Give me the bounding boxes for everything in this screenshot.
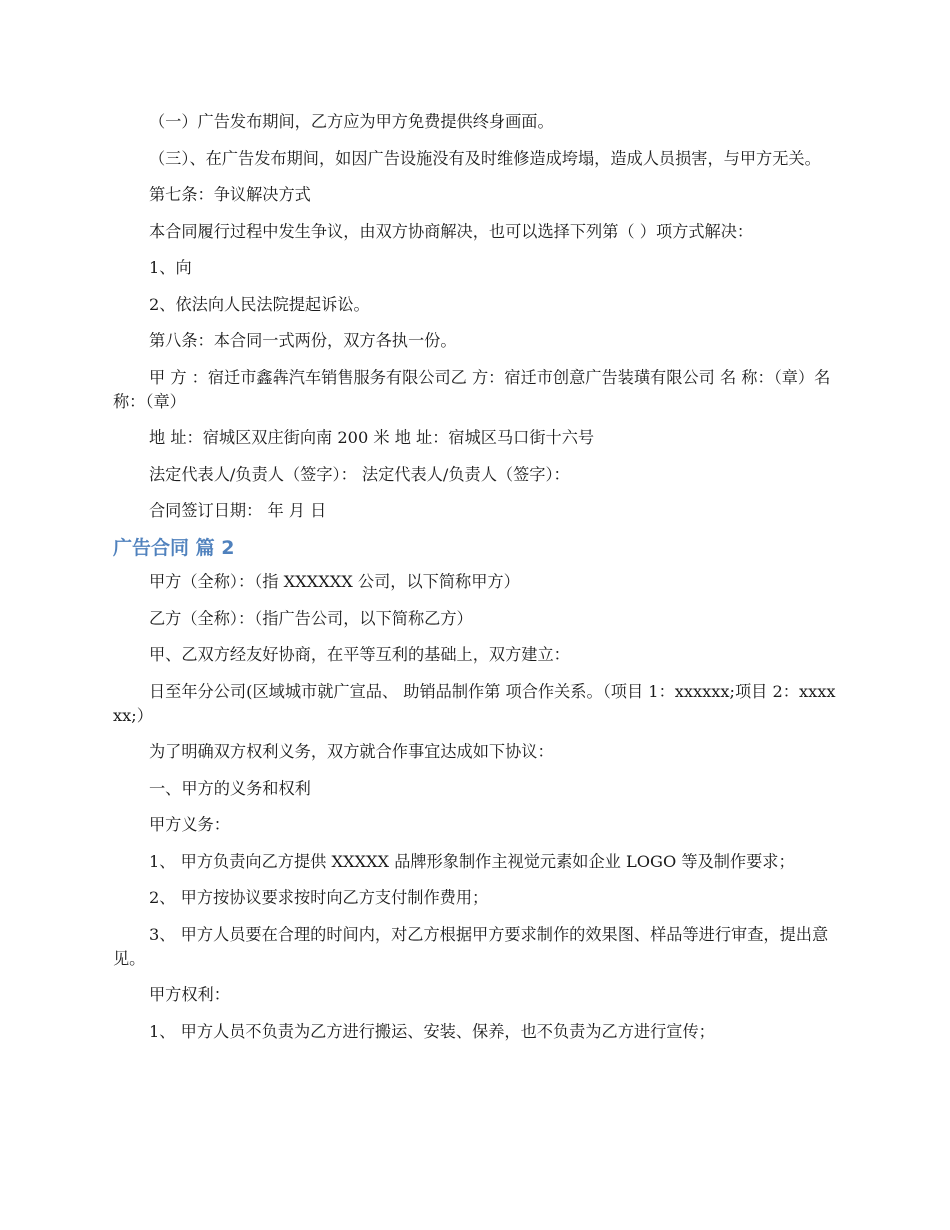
party-a-fullname: 甲方（全称）：（指 XXXXXX 公司，以下简称甲方）	[149, 572, 520, 591]
party-a-duty-3: 3、 甲方人员要在合理的时间内，对乙方根据甲方要求制作的效果图、样品等进行审查，提出意见。	[113, 924, 829, 968]
section-party-a-duties-rights: 一、甲方的义务和权利	[149, 778, 311, 798]
paragraph-agreement-intro: 为了明确双方权利义务，双方就合作事宜达成如下协议：	[149, 742, 554, 761]
paragraph-projects: 日至年分公司(区域城市就广宣品、 助销品制作第 项合作关系。（项目 1：xxxxxx;项目 2：xxxxxx;）	[113, 681, 836, 725]
clause-7-title: 第七条：争议解决方式	[149, 185, 311, 204]
section-heading-contract-2: 广告合同 篇 2	[113, 537, 235, 559]
parties-addresses: 地 址：宿城区双庄街向南 200 米 地 址：宿城区马口街十六号	[149, 428, 595, 447]
party-b-fullname: 乙方（全称）：（指广告公司，以下简称乙方）	[149, 608, 473, 628]
document-body	[113, 110, 840, 1056]
clause-8: 第八条：本合同一式两份，双方各执一份。	[149, 331, 457, 350]
party-a-duties-title: 甲方义务：	[149, 815, 230, 834]
parties-names: 甲 方 ：宿迁市鑫犇汽车销售服务有限公司乙 方：宿迁市创意广告装璜有限公司 名 称：（章）名 称：（章）	[113, 367, 831, 411]
party-a-rights-title: 甲方权利：	[149, 985, 230, 1004]
paragraph-free-screen: （一）广告发布期间，乙方应为甲方免费提供终身画面。	[149, 112, 554, 131]
option-1: 1、向	[149, 258, 192, 277]
option-2: 2、依法向人民法院提起诉讼。	[149, 294, 370, 314]
paragraph-cooperation: 甲、乙双方经友好协商，在平等互利的基础上，双方建立：	[149, 645, 570, 664]
party-a-duty-2: 2、 甲方按协议要求按时向乙方支付制作费用；	[149, 888, 489, 907]
party-a-duty-1: 1、 甲方负责向乙方提供 XXXXX 品牌形象制作主视觉元素如企业 LOGO 等及制作要求；	[149, 851, 795, 871]
paragraph-collapse-liability: （三）、在广告发布期间，如因广告设施没有及时维修造成垮塌，造成人员损害，与甲方无关。	[149, 148, 821, 168]
party-a-right-1: 1、 甲方人员不负责为乙方进行搬运、安装、保养，也不负责为乙方进行宣传；	[149, 1021, 715, 1041]
paragraph-dispute-resolution: 本合同履行过程中发生争议，由双方协商解决，也可以选择下列第（ ）项方式解决：	[149, 221, 754, 241]
signing-date: 合同签订日期： 年 月 日	[149, 501, 327, 520]
legal-representatives: 法定代表人/负责人（签字）： 法定代表人/负责人（签字）：	[149, 464, 570, 484]
